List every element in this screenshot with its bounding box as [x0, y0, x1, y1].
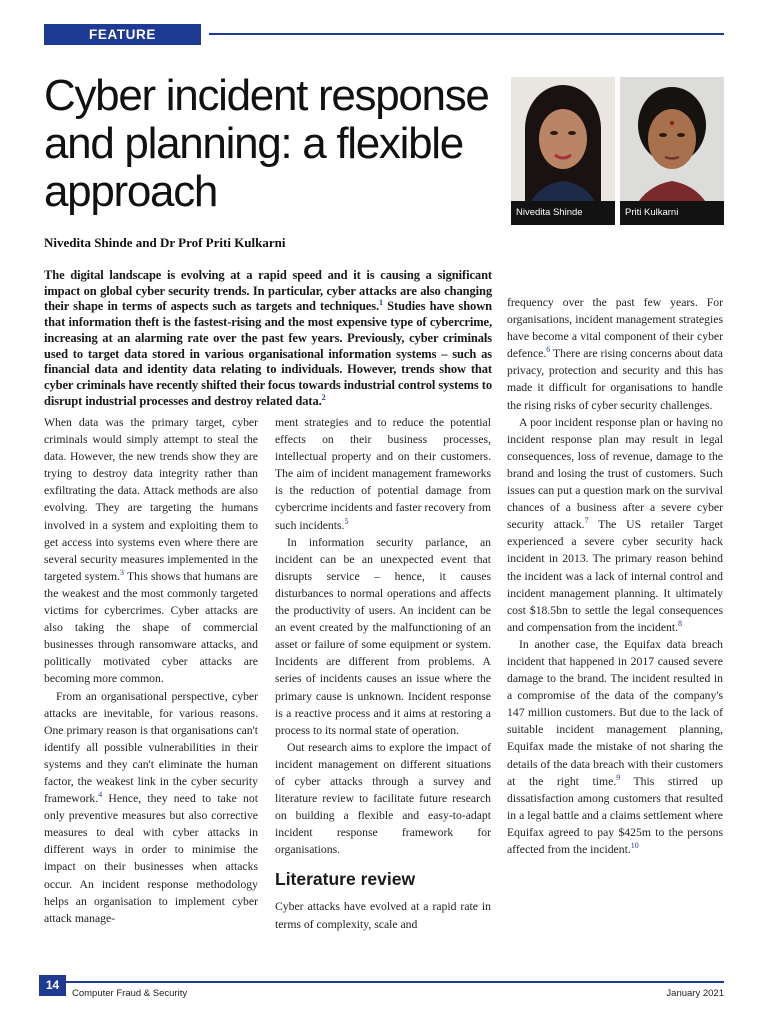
paragraph-text: This shows that humans are the weakest and the most commonly targeted victims for cybercrimes. Cyber attacks are also taking the shape of commercial businesses through ransomware attacks, and politically motivated cyber attacks are becoming more common. [44, 569, 258, 686]
paragraph-text: The US retailer Target experienced a severe cyber security hack incident in 2013. The primary reason behind the incident was a lack of internal control and incident management planning. It ultimately cost $18.5bn to settle the legal consequences and compensation from the incident. [507, 518, 723, 634]
body-column-2 [275, 414, 491, 933]
paragraph-text: There are rising concerns about data privacy, protection and security and this has made it difficult for organisations to handle the rising risks of cyber security challenges. [507, 347, 723, 412]
paragraph-text: A poor incident response plan or having no incident response plan may result in legal consequences, loss of revenue, damage to the brand and losing the trust of customers. Such issues can put a question mark on the survival chances of a business after a severe cyber security attack. [507, 415, 723, 532]
footnote-ref[interactable]: 10 [630, 841, 639, 851]
paragraph-text: Out research aims to explore the impact of incident management on different situations of cyber attacks through a survey and literature review to facilitate future research on building a flexible and easy-to-adapt incident response framework for organisations. [275, 740, 491, 857]
footer-rule [66, 981, 724, 983]
column-2-text [275, 414, 491, 858]
body-paragraph [507, 414, 723, 636]
body-paragraph [507, 636, 723, 858]
top-banner [0, 0, 768, 60]
body-column-1 [44, 414, 258, 927]
article-title: Cyber incident response and planning: a flexible approach [44, 71, 489, 216]
paragraph-text: In another case, the Equifax data breach incident that happened in 2017 caused severe damage to the brand. The incident resulted in a compromise of the data of the company's 147 million customers. But due to the lack of suitable incident management planning, Equifax made the mistake of not sharing the details of the data breach with their customers at the right time. [507, 637, 723, 788]
journal-name: Computer Fraud & Security [72, 988, 188, 999]
body-column-3 [507, 294, 723, 858]
footnote-ref[interactable]: 1 [379, 298, 383, 308]
footnote-ref[interactable]: 7 [584, 516, 589, 526]
footnote-ref[interactable]: 3 [120, 567, 125, 577]
page-number: 14 [39, 975, 66, 996]
paragraph-text: From an organisational perspective, cyber attacks are inevitable, for various reasons. One primary reason is that organisations can't identify all possible vulnerabilities in their systems and they can't eliminate the human factor, the weakest link in the cyber security framework. [44, 689, 258, 806]
standfirst-text: Studies have shown that information theft is the fastest-rising and the most expensive type of cybercrime, increasing at an alarming rate over the past few years. Previously, cyber criminals used to target data stored in various organisational information systems – such as financial data and identity data relating to individuals. However, trends show that cyber criminals have recently shifted their focus towards industrial control systems to disrupt industrial processes and destroy related data. [44, 299, 492, 408]
paragraph-text: Cyber attacks have evolved at a rapid rate in terms of complexity, scale and [275, 900, 491, 931]
standfirst-text: The digital landscape is evolving at a rapid speed and it is causing a significant impact on global cyber security trends. In particular, cyber attacks are also changing their shape in terms of aspects such as targets and techniques. [44, 268, 492, 314]
body-paragraph [275, 534, 491, 739]
footnote-ref[interactable]: 8 [678, 618, 683, 628]
paragraph-text: This stirred up dissatisfaction among customers that resulted in a legal battle and a claims settlement where Equifax agreed to pay $425m to the persons affected from the incident. [507, 774, 723, 856]
footnote-ref[interactable]: 6 [546, 345, 551, 355]
footnote-ref[interactable]: 2 [321, 392, 326, 402]
standfirst [44, 268, 492, 409]
section-heading: Literature review [275, 869, 416, 890]
paragraph-text: When data was the primary target, cyber criminals would simply attempt to steal the data. However, the new trends show they are trying to destroy data integrity rather than exfiltrating the data. Attack methods are also evolving. They are targeting the humans involved in a system and exploiting them to get access into systems even where there are several security measures implemented in the targeted system. [44, 416, 258, 583]
footnote-ref[interactable]: 4 [98, 790, 103, 800]
section-tag: FEATURE [44, 24, 201, 45]
author-photo-shinde [511, 77, 615, 225]
paragraph-text: ment strategies and to reduce the potential effects on their business processes, intellectual property and on their customers. The aim of incident management frameworks is the reduction of potential damage from cybercrime incidents and faster recovery from such incidents. [275, 416, 491, 532]
footnote-ref[interactable]: 5 [344, 516, 349, 526]
photo-caption: Priti Kulkarni [620, 201, 724, 225]
body-paragraph [507, 294, 723, 414]
body-paragraph [44, 414, 258, 688]
header-rule [209, 33, 724, 35]
footnote-ref[interactable]: 9 [616, 772, 621, 782]
paragraph-text: Hence, they need to take not only preventive measures but also corrective measures to deal with cyber attacks in different ways in order to minimise the impact on their businesses when attacks occur. An incident response methodology helps an organisation to implement cyber attack manage- [44, 792, 258, 925]
body-paragraph [275, 898, 491, 932]
body-paragraph [275, 414, 491, 534]
body-paragraph [44, 688, 258, 927]
byline: Nivedita Shinde and Dr Prof Priti Kulkarni [44, 235, 286, 250]
author-photo-kulkarni [620, 77, 724, 225]
page-footer [0, 972, 768, 1024]
issue-date: January 2021 [666, 988, 724, 999]
body-paragraph [275, 739, 491, 859]
paragraph-text: frequency over the past few years. For organisations, incident management strategies have become a vital component of their cyber defence. [507, 296, 723, 361]
photo-caption: Nivedita Shinde [511, 201, 615, 225]
column-2-continued [275, 898, 491, 932]
paragraph-text: In information security parlance, an incident can be an unexpected event that disrupts service – hence, it causes disturbances to normal operations and affects the productivity of users. An incident can be an event created by the malfunctioning of an asset or failure of some equipment or system. Incidents are different from problems. A series of incidents causes an issue where the primary cause is unknown. Incident response is a reactive process and it aims at restoring a process to its normal state of operation. [275, 535, 491, 737]
